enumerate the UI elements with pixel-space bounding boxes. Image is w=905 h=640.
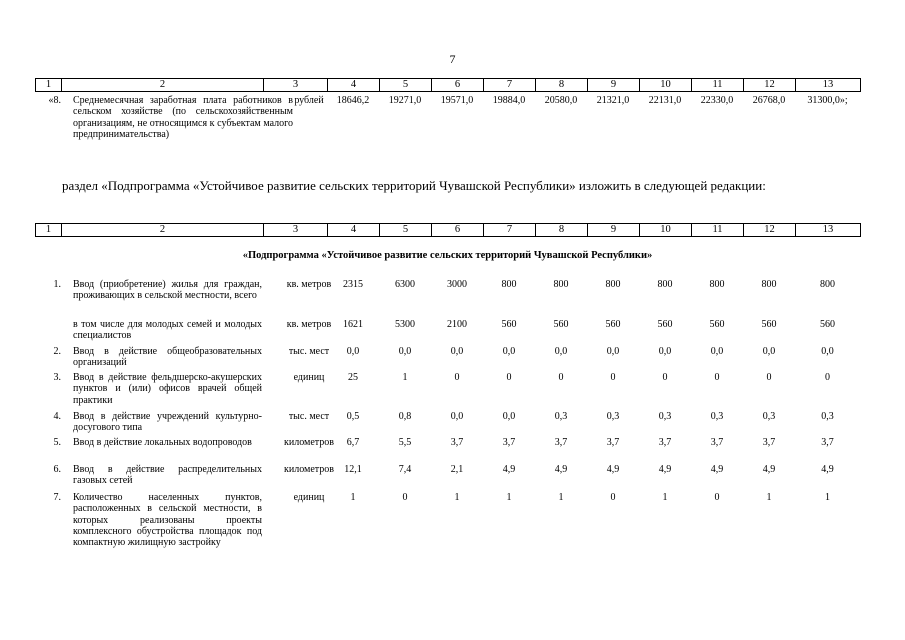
value-cell: 0 [610, 372, 616, 383]
value-cell: 1 [402, 372, 408, 383]
indicator-name: Количество населенных пунктов, расположенных в сельской местности, в которых реализованы проекты комплексного обустройства площадок под компактную жилищную застройку [73, 492, 262, 549]
value-cell: 0,0 [502, 411, 516, 422]
value-cell: 3,7 [821, 437, 834, 448]
value-cell: 3,7 [710, 437, 724, 448]
value-cell: 12,1 [344, 464, 362, 475]
col-header-6: 6 [432, 79, 484, 92]
value-cell: 22131,0 [648, 95, 682, 106]
col-header-5: 5 [380, 79, 432, 92]
value-cell: 1 [506, 492, 512, 503]
indicator-name: Ввод в действие фельдшерско-акушерских пунктов и (или) офисов врачей общей практики [73, 372, 262, 406]
row-number: 2. [53, 346, 61, 357]
value-cell: 1 [350, 492, 356, 503]
subprogram-title: «Подпрограмма «Устойчивое развитие сельских территорий Чувашской Республики» [242, 250, 653, 261]
unit-label: единиц [293, 372, 325, 383]
value-cell: 7,4 [398, 464, 412, 475]
value-cell: 4,9 [658, 464, 672, 475]
value-cell: 4,9 [606, 464, 620, 475]
value-cell: 3,7 [658, 437, 672, 448]
col-header-12: 12 [744, 79, 796, 92]
col-header-2: 2 [62, 224, 264, 237]
value-cell: 0 [825, 372, 830, 383]
value-cell: 4,9 [821, 464, 834, 475]
value-cell: 0,0 [658, 346, 672, 357]
value-cell: 0,0 [821, 346, 834, 357]
value-cell: 0 [714, 492, 720, 503]
row-number: 7. [53, 492, 61, 503]
value-cell: 0 [714, 372, 720, 383]
col-header-7: 7 [484, 224, 536, 237]
unit-label: тыс. мест [288, 411, 330, 422]
value-cell: 0,3 [762, 411, 776, 422]
table-header-2 [35, 223, 861, 237]
value-cell: 3,7 [554, 437, 568, 448]
value-cell: 0 [662, 372, 668, 383]
value-cell: 560 [820, 319, 835, 330]
col-header-1: 1 [36, 79, 62, 92]
value-cell: 0,0 [606, 346, 620, 357]
row-number: 4. [53, 411, 61, 422]
value-cell: 4,9 [502, 464, 516, 475]
col-header-5: 5 [380, 224, 432, 237]
value-cell: 18646,2 [336, 95, 370, 106]
value-cell: 19571,0 [440, 95, 474, 106]
value-cell: 22330,0 [700, 95, 734, 106]
unit-label: кв. метров [286, 319, 332, 330]
value-cell: 4,9 [710, 464, 724, 475]
table-row [35, 319, 860, 346]
value-cell: 5300 [395, 319, 415, 330]
row-number: 5. [53, 437, 61, 448]
col-header-3: 3 [264, 224, 328, 237]
value-cell: 26768,0 [752, 95, 786, 106]
value-cell: 21321,0 [596, 95, 630, 106]
value-cell: 0 [610, 492, 616, 503]
value-cell: 0,3 [658, 411, 672, 422]
col-header-2: 2 [62, 79, 264, 92]
value-cell: 0,0 [398, 346, 412, 357]
col-header-1: 1 [36, 224, 62, 237]
table-row [35, 346, 860, 372]
value-cell: 6300 [395, 279, 415, 290]
value-cell: 3000 [447, 279, 467, 290]
value-cell: 5,5 [398, 437, 412, 448]
value-cell: 3,7 [502, 437, 516, 448]
value-cell: 0,0 [554, 346, 568, 357]
value-cell: 560 [553, 319, 569, 330]
value-cell: 1 [662, 492, 668, 503]
row-number: 3. [53, 372, 61, 383]
value-cell: 3,7 [450, 437, 464, 448]
value-cell: 0,0 [450, 411, 464, 422]
value-cell: 25 [348, 372, 358, 383]
value-cell: 560 [761, 319, 777, 330]
value-cell: 19884,0 [492, 95, 526, 106]
unit-label: километров [284, 437, 334, 448]
indicator-name: в том числе для молодых семей и молодых специалистов [73, 319, 262, 342]
unit-label: тыс. мест [288, 346, 330, 357]
value-cell: 2,1 [450, 464, 464, 475]
indicator-name: Ввод в действие учреждений культурно-досугового типа [73, 411, 262, 434]
value-cell: 1 [558, 492, 564, 503]
value-cell: 31300,0»; [807, 95, 848, 106]
col-header-13: 13 [796, 224, 861, 237]
section-sentence: раздел «Подпрограмма «Устойчивое развитие сельских территорий Чувашской Республики» изложить в следующей редакции: [62, 178, 766, 193]
unit-label: рублей [294, 95, 324, 106]
value-cell: 0,3 [606, 411, 620, 422]
col-header-4: 4 [328, 224, 380, 237]
value-cell: 0,3 [821, 411, 834, 422]
value-cell: 3,7 [762, 437, 776, 448]
indicator-name: Ввод в действие локальных водопроводов [73, 437, 252, 448]
value-cell: 0,0 [762, 346, 776, 357]
value-cell: 1621 [343, 319, 363, 330]
row-number: 1. [53, 279, 61, 290]
value-cell: 4,9 [762, 464, 776, 475]
value-cell: 0,0 [710, 346, 724, 357]
unit-label: кв. метров [286, 279, 332, 290]
value-cell: 560 [709, 319, 725, 330]
value-cell: 0 [766, 372, 772, 383]
value-cell: 0,3 [710, 411, 724, 422]
value-cell: 560 [657, 319, 673, 330]
table-row [35, 372, 860, 411]
value-cell: 0 [454, 372, 460, 383]
col-header-10: 10 [640, 79, 692, 92]
table-row-8 [35, 95, 860, 170]
row-number: «8. [48, 95, 61, 106]
value-cell: 0,5 [346, 411, 360, 422]
value-cell: 6,7 [346, 437, 360, 448]
value-cell: 0,0 [346, 346, 360, 357]
value-cell: 800 [605, 279, 621, 290]
value-cell: 0 [506, 372, 512, 383]
col-header-8: 8 [536, 224, 588, 237]
value-cell: 560 [501, 319, 517, 330]
col-header-3: 3 [264, 79, 328, 92]
page-number: 7 [449, 52, 456, 66]
col-header-9: 9 [588, 224, 640, 237]
value-cell: 0,8 [398, 411, 412, 422]
table-row [35, 279, 860, 319]
table-row [35, 492, 860, 572]
col-header-8: 8 [536, 79, 588, 92]
value-cell: 20580,0 [544, 95, 578, 106]
table-row [35, 464, 860, 492]
value-cell: 0,0 [450, 346, 464, 357]
value-cell: 800 [501, 279, 517, 290]
col-header-10: 10 [640, 224, 692, 237]
value-cell: 800 [709, 279, 725, 290]
indicator-name: Ввод в действие распределительных газовых сетей [73, 464, 262, 487]
table-header-1 [35, 78, 861, 92]
value-cell: 19271,0 [388, 95, 422, 106]
value-cell: 800 [553, 279, 569, 290]
row-number: 6. [53, 464, 61, 475]
col-header-4: 4 [328, 79, 380, 92]
unit-label: единиц [293, 492, 325, 503]
indicator-name: Ввод в действие общеобразовательных организаций [73, 346, 262, 369]
value-cell: 560 [605, 319, 621, 330]
col-header-11: 11 [692, 224, 744, 237]
value-cell: 0,3 [554, 411, 568, 422]
value-cell: 1 [454, 492, 460, 503]
value-cell: 0 [558, 372, 564, 383]
indicator-name: Ввод (приобретение) жилья для граждан, проживающих в сельской местности, всего [73, 279, 262, 302]
value-cell: 2100 [447, 319, 467, 330]
value-cell: 800 [820, 279, 835, 290]
value-cell: 2315 [343, 279, 363, 290]
col-header-12: 12 [744, 224, 796, 237]
indicator-name: Среднемесячная заработная плата работников в сельском хозяйстве (по сельскохозяйственным организациям, не относящимся к субъектам малого предпринимательства) [73, 95, 293, 140]
value-cell: 800 [657, 279, 673, 290]
table-row [35, 437, 860, 464]
value-cell: 4,9 [554, 464, 568, 475]
col-header-6: 6 [432, 224, 484, 237]
table-row [35, 411, 860, 437]
value-cell: 1 [766, 492, 772, 503]
value-cell: 1 [825, 492, 830, 503]
value-cell: 0 [402, 492, 408, 503]
value-cell: 3,7 [606, 437, 620, 448]
col-header-11: 11 [692, 79, 744, 92]
unit-label: километров [284, 464, 334, 475]
value-cell: 0,0 [502, 346, 516, 357]
value-cell: 800 [761, 279, 777, 290]
col-header-7: 7 [484, 79, 536, 92]
col-header-13: 13 [796, 79, 861, 92]
col-header-9: 9 [588, 79, 640, 92]
